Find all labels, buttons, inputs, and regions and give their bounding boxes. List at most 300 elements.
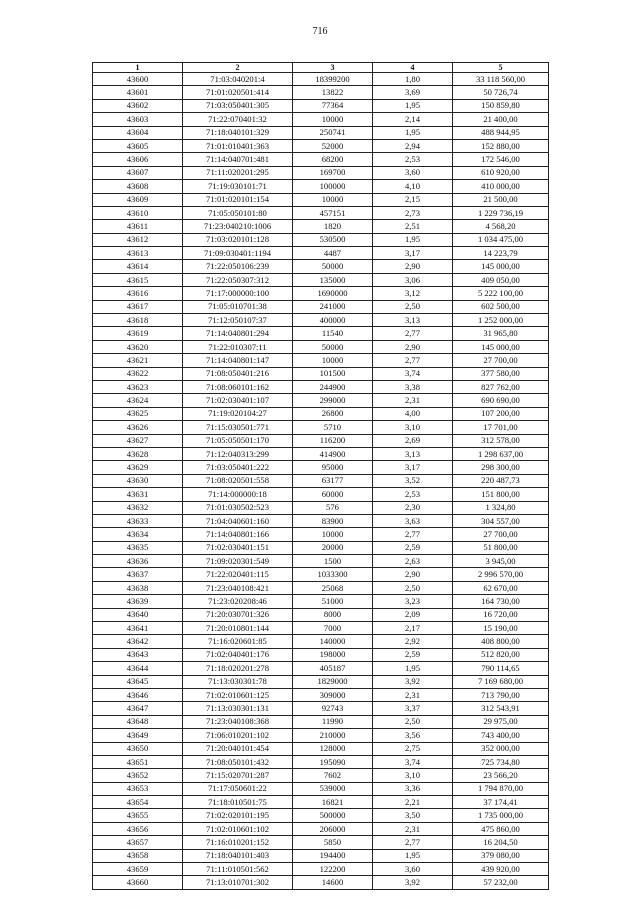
table-row: [93, 648, 549, 661]
value-cell: 1 298 637,00: [453, 447, 549, 460]
value-cell: 2 996 570,00: [453, 568, 549, 581]
rate-cell: 2,90: [373, 568, 453, 581]
table-row: [93, 99, 549, 112]
cadastral-number-cell: 71:05:050101:80: [183, 206, 293, 219]
row-number-cell: 43610: [93, 206, 183, 219]
cadastral-number-cell: 71:03:020101:128: [183, 233, 293, 246]
rate-cell: 2,75: [373, 742, 453, 755]
row-number-cell: 43606: [93, 153, 183, 166]
area-cell: 576: [293, 501, 373, 514]
row-number-cell: 43625: [93, 407, 183, 420]
area-cell: 50000: [293, 260, 373, 273]
cadastral-number-cell: 71:08:020501:558: [183, 474, 293, 487]
area-cell: 210000: [293, 729, 373, 742]
row-number-cell: 43639: [93, 595, 183, 608]
area-cell: 169700: [293, 166, 373, 179]
value-cell: 21 500,00: [453, 193, 549, 206]
row-number-cell: 43615: [93, 273, 183, 286]
table-row: [93, 863, 549, 876]
table-row: [93, 541, 549, 554]
table-row: [93, 836, 549, 849]
cadastral-number-cell: 71:15:020701:287: [183, 769, 293, 782]
table-row: [93, 247, 549, 260]
area-cell: 400000: [293, 314, 373, 327]
area-cell: 10000: [293, 528, 373, 541]
table-row: [93, 260, 549, 273]
rate-cell: 2,53: [373, 488, 453, 501]
rate-cell: 2,14: [373, 113, 453, 126]
rate-cell: 1,95: [373, 99, 453, 112]
area-cell: 122200: [293, 863, 373, 876]
value-cell: 743 400,00: [453, 729, 549, 742]
value-cell: 23 566,20: [453, 769, 549, 782]
rate-cell: 3,37: [373, 702, 453, 715]
value-cell: 312 578,00: [453, 434, 549, 447]
page-number: 716: [312, 26, 328, 37]
area-cell: 1033300: [293, 568, 373, 581]
rate-cell: 2,15: [373, 193, 453, 206]
value-cell: 690 690,00: [453, 394, 549, 407]
value-cell: 152 880,00: [453, 139, 549, 152]
rate-cell: 3,17: [373, 247, 453, 260]
row-number-cell: 43624: [93, 394, 183, 407]
table-row: [93, 367, 549, 380]
cadastral-number-cell: 71:18:020201:278: [183, 662, 293, 675]
table-row: [93, 193, 549, 206]
area-cell: 140000: [293, 635, 373, 648]
data-table: [92, 62, 549, 890]
area-cell: 206000: [293, 822, 373, 835]
table-row: [93, 688, 549, 701]
table-row: [93, 126, 549, 139]
rate-cell: 2,53: [373, 153, 453, 166]
area-cell: 11990: [293, 715, 373, 728]
row-number-cell: 43652: [93, 769, 183, 782]
table-row: [93, 555, 549, 568]
cadastral-number-cell: 71:02:020101:195: [183, 809, 293, 822]
cadastral-number-cell: 71:20:010801:144: [183, 622, 293, 635]
area-cell: 405187: [293, 662, 373, 675]
rate-cell: 2,50: [373, 715, 453, 728]
rate-cell: 2,92: [373, 635, 453, 648]
rate-cell: 1,80: [373, 73, 453, 86]
rate-cell: 2,09: [373, 608, 453, 621]
cadastral-number-cell: 71:14:040701:481: [183, 153, 293, 166]
area-cell: 5710: [293, 421, 373, 434]
value-cell: 164 730,00: [453, 595, 549, 608]
area-cell: 135000: [293, 273, 373, 286]
table-row: [93, 421, 549, 434]
rate-cell: 2,51: [373, 220, 453, 233]
cadastral-number-cell: 71:23:040210:1006: [183, 220, 293, 233]
table-row: [93, 796, 549, 809]
row-number-cell: 43635: [93, 541, 183, 554]
cadastral-number-cell: 71:12:050107:37: [183, 314, 293, 327]
table-row: [93, 327, 549, 340]
value-cell: 4 568,20: [453, 220, 549, 233]
row-number-cell: 43654: [93, 796, 183, 809]
value-cell: 16 720,00: [453, 608, 549, 621]
table-row: [93, 568, 549, 581]
area-cell: 539000: [293, 782, 373, 795]
row-number-cell: 43604: [93, 126, 183, 139]
cadastral-number-cell: 71:17:000000:100: [183, 287, 293, 300]
rate-cell: 1,95: [373, 662, 453, 675]
row-number-cell: 43637: [93, 568, 183, 581]
row-number-cell: 43623: [93, 380, 183, 393]
value-cell: 33 118 560,00: [453, 73, 549, 86]
area-cell: 18399200: [293, 73, 373, 86]
value-cell: 439 920,00: [453, 863, 549, 876]
area-cell: 1820: [293, 220, 373, 233]
row-number-cell: 43608: [93, 180, 183, 193]
cadastral-number-cell: 71:12:040313:299: [183, 447, 293, 460]
row-number-cell: 43614: [93, 260, 183, 273]
cadastral-number-cell: 71:02:040401:176: [183, 648, 293, 661]
value-cell: 5 222 100,00: [453, 287, 549, 300]
cadastral-number-cell: 71:08:050101:432: [183, 755, 293, 768]
area-cell: 10000: [293, 193, 373, 206]
table-row: [93, 407, 549, 420]
area-cell: 500000: [293, 809, 373, 822]
table-row: [93, 220, 549, 233]
cadastral-number-cell: 71:13:010701:302: [183, 876, 293, 889]
value-cell: 145 000,00: [453, 260, 549, 273]
cadastral-number-cell: 71:14:000000:18: [183, 488, 293, 501]
rate-cell: 3,50: [373, 809, 453, 822]
table-row: [93, 809, 549, 822]
column-header: 2: [183, 63, 293, 73]
area-cell: 244900: [293, 380, 373, 393]
value-cell: 145 000,00: [453, 340, 549, 353]
value-cell: 1 229 736,19: [453, 206, 549, 219]
cadastral-number-cell: 71:15:030501:771: [183, 421, 293, 434]
rate-cell: 3,38: [373, 380, 453, 393]
rate-cell: 2,73: [373, 206, 453, 219]
area-cell: 95000: [293, 461, 373, 474]
table-row: [93, 581, 549, 594]
cadastral-number-cell: 71:11:010501:562: [183, 863, 293, 876]
area-cell: 5850: [293, 836, 373, 849]
row-number-cell: 43607: [93, 166, 183, 179]
row-number-cell: 43626: [93, 421, 183, 434]
rate-cell: 2,77: [373, 836, 453, 849]
table-row: [93, 461, 549, 474]
value-cell: 1 735 000,00: [453, 809, 549, 822]
row-number-cell: 43653: [93, 782, 183, 795]
area-cell: 8000: [293, 608, 373, 621]
value-cell: 31 965,80: [453, 327, 549, 340]
rate-cell: 2,90: [373, 340, 453, 353]
value-cell: 408 800,00: [453, 635, 549, 648]
row-number-cell: 43655: [93, 809, 183, 822]
area-cell: 309000: [293, 688, 373, 701]
table-row: [93, 595, 549, 608]
cadastral-number-cell: 71:22:020401:115: [183, 568, 293, 581]
row-number-cell: 43656: [93, 822, 183, 835]
cadastral-number-cell: 71:13:030301:131: [183, 702, 293, 715]
row-number-cell: 43659: [93, 863, 183, 876]
row-number-cell: 43636: [93, 555, 183, 568]
row-number-cell: 43609: [93, 193, 183, 206]
value-cell: 107 200,00: [453, 407, 549, 420]
area-cell: 63177: [293, 474, 373, 487]
rate-cell: 3,36: [373, 782, 453, 795]
cadastral-number-cell: 71:18:040101:403: [183, 849, 293, 862]
value-cell: 3 945,00: [453, 555, 549, 568]
rate-cell: 3,69: [373, 86, 453, 99]
row-number-cell: 43620: [93, 340, 183, 353]
row-number-cell: 43660: [93, 876, 183, 889]
row-number-cell: 43646: [93, 688, 183, 701]
cadastral-number-cell: 71:14:040801:147: [183, 354, 293, 367]
row-number-cell: 43617: [93, 300, 183, 313]
area-cell: 241000: [293, 300, 373, 313]
cadastral-number-cell: 71:16:020601:85: [183, 635, 293, 648]
area-cell: 100000: [293, 180, 373, 193]
value-cell: 1 034 475,00: [453, 233, 549, 246]
area-cell: 13822: [293, 86, 373, 99]
value-cell: 57 232,00: [453, 876, 549, 889]
area-cell: 7602: [293, 769, 373, 782]
area-cell: 1690000: [293, 287, 373, 300]
value-cell: 7 169 680,00: [453, 675, 549, 688]
rate-cell: 2,77: [373, 528, 453, 541]
area-cell: 194400: [293, 849, 373, 862]
row-number-cell: 43632: [93, 501, 183, 514]
cadastral-number-cell: 71:05:010701:38: [183, 300, 293, 313]
row-number-cell: 43650: [93, 742, 183, 755]
value-cell: 379 080,00: [453, 849, 549, 862]
rate-cell: 3,60: [373, 166, 453, 179]
rate-cell: 1,95: [373, 126, 453, 139]
value-cell: 51 800,00: [453, 541, 549, 554]
value-cell: 62 670,00: [453, 581, 549, 594]
rate-cell: 2,30: [373, 501, 453, 514]
table-header-row: [93, 63, 549, 73]
table-row: [93, 73, 549, 86]
table-row: [93, 287, 549, 300]
rate-cell: 3,10: [373, 769, 453, 782]
table-row: [93, 113, 549, 126]
table-row: [93, 755, 549, 768]
table-row: [93, 635, 549, 648]
value-cell: 21 400,00: [453, 113, 549, 126]
cadastral-number-cell: 71:20:030701:326: [183, 608, 293, 621]
area-cell: 128000: [293, 742, 373, 755]
area-cell: 299000: [293, 394, 373, 407]
value-cell: 410 000,00: [453, 180, 549, 193]
row-number-cell: 43627: [93, 434, 183, 447]
cadastral-number-cell: 71:05:050501:170: [183, 434, 293, 447]
table-row: [93, 729, 549, 742]
rate-cell: 3,17: [373, 461, 453, 474]
rate-cell: 2,31: [373, 822, 453, 835]
rate-cell: 2,69: [373, 434, 453, 447]
cadastral-number-cell: 71:01:030502:523: [183, 501, 293, 514]
table-row: [93, 233, 549, 246]
area-cell: 414900: [293, 447, 373, 460]
table-row: [93, 675, 549, 688]
table-row: [93, 769, 549, 782]
table-row: [93, 528, 549, 541]
rate-cell: 3,10: [373, 421, 453, 434]
cadastral-number-cell: 71:22:010307:11: [183, 340, 293, 353]
cadastral-number-cell: 71:17:050601:22: [183, 782, 293, 795]
rate-cell: 2,21: [373, 796, 453, 809]
value-cell: 1 794 870,00: [453, 782, 549, 795]
row-number-cell: 43629: [93, 461, 183, 474]
rate-cell: 1,95: [373, 233, 453, 246]
rate-cell: 3,92: [373, 876, 453, 889]
value-cell: 17 701,00: [453, 421, 549, 434]
cadastral-number-cell: 71:08:060101:162: [183, 380, 293, 393]
table-row: [93, 153, 549, 166]
cadastral-number-cell: 71:01:010401:363: [183, 139, 293, 152]
cadastral-number-cell: 71:03:050401:222: [183, 461, 293, 474]
row-number-cell: 43649: [93, 729, 183, 742]
row-number-cell: 43619: [93, 327, 183, 340]
table-row: [93, 608, 549, 621]
value-cell: 172 546,00: [453, 153, 549, 166]
table-body: [93, 73, 549, 890]
value-cell: 27 700,00: [453, 528, 549, 541]
area-cell: 4487: [293, 247, 373, 260]
cadastral-number-cell: 71:23:040108:368: [183, 715, 293, 728]
rate-cell: 3,60: [373, 863, 453, 876]
cadastral-number-cell: 71:02:030401:107: [183, 394, 293, 407]
value-cell: 220 487,73: [453, 474, 549, 487]
table-row: [93, 180, 549, 193]
table-row: [93, 354, 549, 367]
rate-cell: 3,13: [373, 447, 453, 460]
rate-cell: 3,74: [373, 367, 453, 380]
row-number-cell: 43600: [93, 73, 183, 86]
area-cell: 26800: [293, 407, 373, 420]
cadastral-number-cell: 71:13:030301:78: [183, 675, 293, 688]
value-cell: 15 190,00: [453, 622, 549, 635]
cadastral-number-cell: 71:06:010201:102: [183, 729, 293, 742]
value-cell: 298 300,00: [453, 461, 549, 474]
table-row: [93, 273, 549, 286]
row-number-cell: 43603: [93, 113, 183, 126]
value-cell: 27 700,00: [453, 354, 549, 367]
area-cell: 1500: [293, 555, 373, 568]
rate-cell: 3,23: [373, 595, 453, 608]
area-cell: 198000: [293, 648, 373, 661]
table-row: [93, 662, 549, 675]
rate-cell: 2,90: [373, 260, 453, 273]
row-number-cell: 43605: [93, 139, 183, 152]
rate-cell: 3,63: [373, 514, 453, 527]
table-row: [93, 715, 549, 728]
value-cell: 475 860,00: [453, 822, 549, 835]
cadastral-number-cell: 71:18:010501:75: [183, 796, 293, 809]
row-number-cell: 43658: [93, 849, 183, 862]
table-row: [93, 822, 549, 835]
value-cell: 725 734,80: [453, 755, 549, 768]
area-cell: 14600: [293, 876, 373, 889]
cadastral-number-cell: 71:20:040101:454: [183, 742, 293, 755]
column-header: 4: [373, 63, 453, 73]
row-number-cell: 43647: [93, 702, 183, 715]
area-cell: 11540: [293, 327, 373, 340]
rate-cell: 3,92: [373, 675, 453, 688]
table-row: [93, 434, 549, 447]
rate-cell: 4,00: [373, 407, 453, 420]
cadastral-number-cell: 71:02:010601:102: [183, 822, 293, 835]
value-cell: 790 114,65: [453, 662, 549, 675]
rate-cell: 4,10: [373, 180, 453, 193]
table-row: [93, 166, 549, 179]
cadastral-number-cell: 71:23:040108:421: [183, 581, 293, 594]
value-cell: 29 975,00: [453, 715, 549, 728]
row-number-cell: 43643: [93, 648, 183, 661]
row-number-cell: 43638: [93, 581, 183, 594]
value-cell: 14 223,79: [453, 247, 549, 260]
row-number-cell: 43616: [93, 287, 183, 300]
rate-cell: 2,31: [373, 688, 453, 701]
value-cell: 304 557,00: [453, 514, 549, 527]
rate-cell: 1,95: [373, 849, 453, 862]
cadastral-number-cell: 71:03:050401:305: [183, 99, 293, 112]
area-cell: 51000: [293, 595, 373, 608]
value-cell: 50 726,74: [453, 86, 549, 99]
area-cell: 457151: [293, 206, 373, 219]
row-number-cell: 43633: [93, 514, 183, 527]
table-row: [93, 340, 549, 353]
cadastral-number-cell: 71:16:010201:152: [183, 836, 293, 849]
area-cell: 20000: [293, 541, 373, 554]
area-cell: 60000: [293, 488, 373, 501]
table-row: [93, 742, 549, 755]
table-row: [93, 514, 549, 527]
row-number-cell: 43645: [93, 675, 183, 688]
area-cell: 52000: [293, 139, 373, 152]
row-number-cell: 43612: [93, 233, 183, 246]
area-cell: 195090: [293, 755, 373, 768]
row-number-cell: 43657: [93, 836, 183, 849]
table-row: [93, 394, 549, 407]
value-cell: 512 820,00: [453, 648, 549, 661]
cadastral-number-cell: 71:03:040201:4: [183, 73, 293, 86]
table-row: [93, 206, 549, 219]
cadastral-number-cell: 71:09:030401:1194: [183, 247, 293, 260]
row-number-cell: 43630: [93, 474, 183, 487]
row-number-cell: 43644: [93, 662, 183, 675]
value-cell: 713 790,00: [453, 688, 549, 701]
cadastral-number-cell: 71:23:020208:46: [183, 595, 293, 608]
value-cell: 352 000,00: [453, 742, 549, 755]
value-cell: 150 859,80: [453, 99, 549, 112]
area-cell: 77364: [293, 99, 373, 112]
rate-cell: 3,56: [373, 729, 453, 742]
row-number-cell: 43601: [93, 86, 183, 99]
cadastral-number-cell: 71:18:040101:329: [183, 126, 293, 139]
table-row: [93, 702, 549, 715]
area-cell: 10000: [293, 113, 373, 126]
value-cell: 827 762,00: [453, 380, 549, 393]
table-row: [93, 86, 549, 99]
rate-cell: 3,74: [373, 755, 453, 768]
area-cell: 16821: [293, 796, 373, 809]
cadastral-number-cell: 71:19:030101:71: [183, 180, 293, 193]
value-cell: 1 252 000,00: [453, 314, 549, 327]
cadastral-number-cell: 71:01:020501:414: [183, 86, 293, 99]
rate-cell: 2,17: [373, 622, 453, 635]
cadastral-number-cell: 71:04:040601:160: [183, 514, 293, 527]
column-header: 3: [293, 63, 373, 73]
